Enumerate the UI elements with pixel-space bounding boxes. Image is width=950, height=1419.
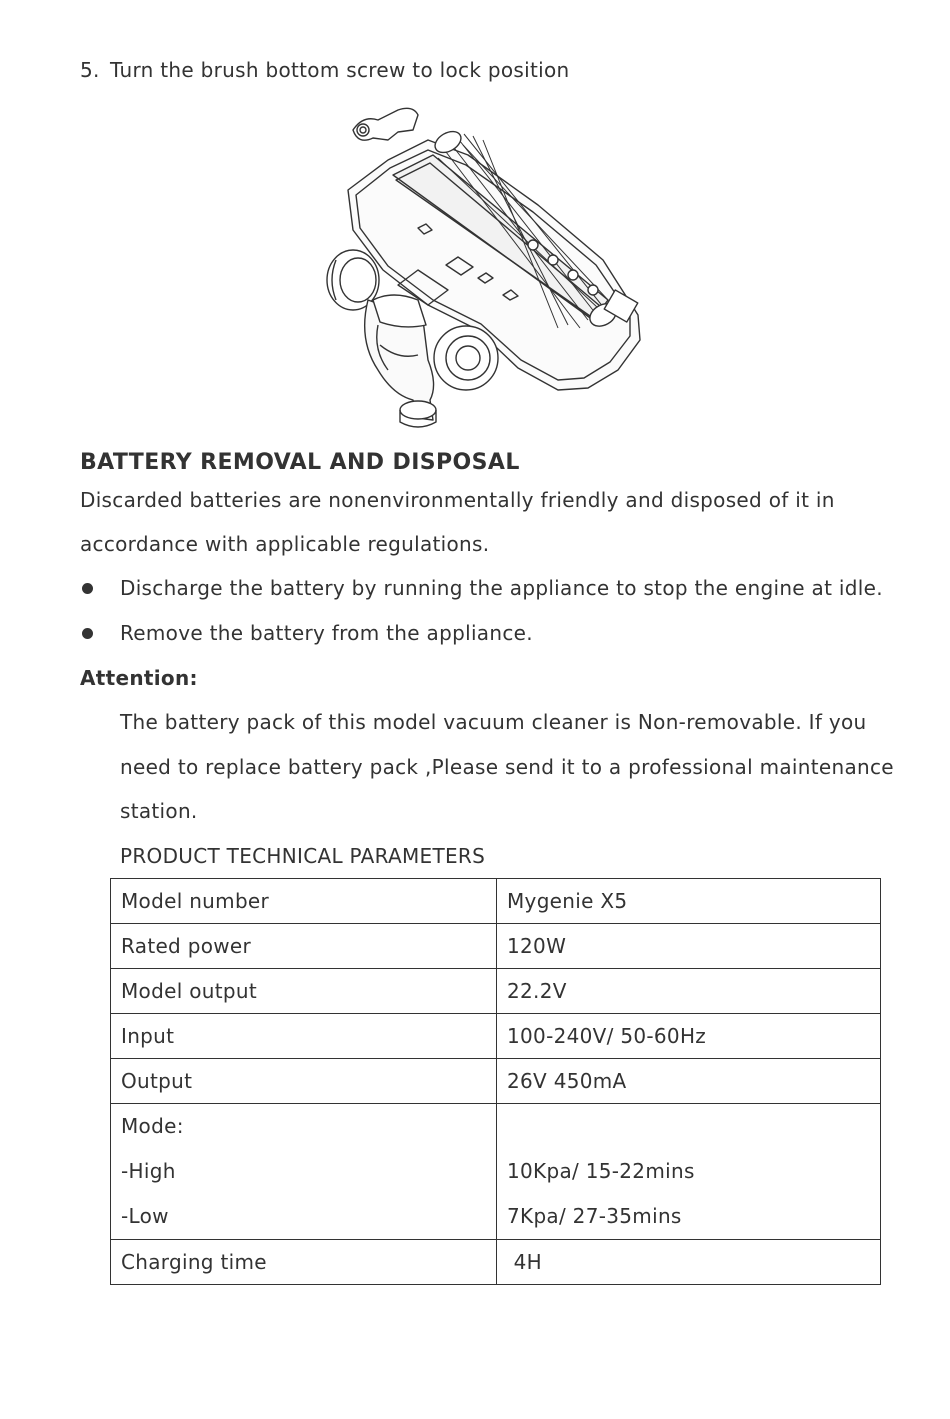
- mode-low-value: 7Kpa/ 27-35mins: [507, 1204, 682, 1228]
- row-label: Model output: [111, 969, 497, 1014]
- row-label: Rated power: [111, 924, 497, 969]
- row-value: 4H: [497, 1240, 881, 1285]
- intro-line-2: accordance with applicable regulations.: [80, 532, 490, 556]
- section-heading: BATTERY REMOVAL AND DISPOSAL: [80, 450, 520, 475]
- brush-head-illustration: [318, 100, 648, 430]
- row-value: 26V 450mA: [497, 1059, 881, 1104]
- row-label: Charging time: [111, 1240, 497, 1285]
- bullet-text: Discharge the battery by running the appliance to stop the engine at idle.: [120, 576, 883, 600]
- table-row: [111, 879, 881, 924]
- bullet-dot-icon: [82, 583, 93, 594]
- row-label: Input: [111, 1014, 497, 1059]
- intro-line-1: Discarded batteries are nonenvironmentally friendly and disposed of it in: [80, 488, 835, 512]
- table-title: PRODUCT TECHNICAL PARAMETERS: [120, 844, 486, 868]
- row-value: 120W: [497, 924, 881, 969]
- table-row-mode: [111, 1104, 881, 1240]
- mode-values: [497, 1104, 881, 1240]
- attention-line-3: station.: [120, 799, 198, 823]
- step-text: Turn the brush bottom screw to lock position: [110, 58, 570, 82]
- row-value: Mygenie X5: [497, 879, 881, 924]
- table-row: [111, 1014, 881, 1059]
- parameters-table: [110, 878, 881, 1285]
- step-instruction: [80, 58, 569, 82]
- attention-line-1: The battery pack of this model vacuum cleaner is Non-removable. If you: [120, 710, 867, 734]
- row-label: Model number: [111, 879, 497, 924]
- row-value: 100-240V/ 50-60Hz: [497, 1014, 881, 1059]
- bullet-dot-icon: [82, 628, 93, 639]
- row-label: Output: [111, 1059, 497, 1104]
- table-row: [111, 1240, 881, 1285]
- mode-label: Mode:: [121, 1114, 184, 1138]
- table-row: [111, 924, 881, 969]
- attention-line-2: need to replace battery pack ,Please send it to a professional maintenance: [120, 755, 894, 779]
- bullet-text: Remove the battery from the appliance.: [120, 621, 533, 645]
- mode-high-value: 10Kpa/ 15-22mins: [507, 1159, 695, 1183]
- table-row: [111, 969, 881, 1014]
- mode-high-label: -High: [121, 1159, 176, 1183]
- mode-labels: [111, 1104, 497, 1240]
- attention-label: Attention:: [80, 666, 198, 690]
- mode-low-label: -Low: [121, 1204, 169, 1228]
- table-row: [111, 1059, 881, 1104]
- step-number: 5.: [80, 58, 100, 82]
- row-value: 22.2V: [497, 969, 881, 1014]
